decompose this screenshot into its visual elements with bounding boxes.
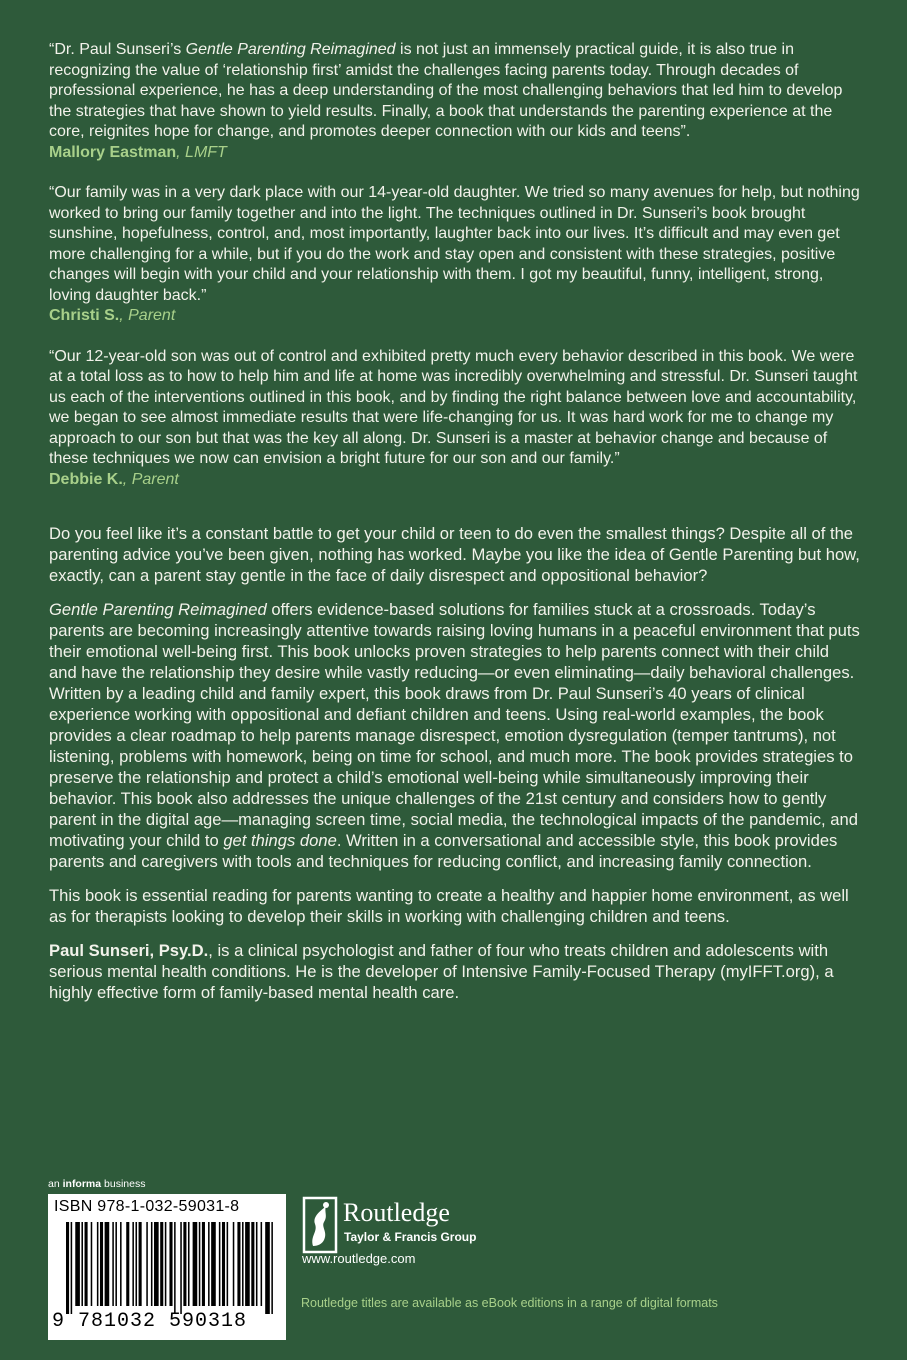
barcode-bar	[245, 1222, 250, 1306]
barcode-bar	[227, 1222, 229, 1306]
barcode-bar	[75, 1222, 80, 1306]
barcode-bar	[71, 1222, 73, 1314]
barcode-bar	[237, 1222, 240, 1306]
endorsement-text: “Our family was in a very dark place with our 14-year-old daughter. We tried so many avenues for help, but nothing worked to bring our family together and into the light. The techniques outlined in Dr. Sunseri’s book brought sunshine, hopefulness, control, and, most importantly, laughter back into our lives. It’s difficult and may even get more challenging for a while, but if you do the work and stay open and consistent with these strategies, positive changes will begin with your child and your relationship with them. I got my beautiful, funny, intelligent, strong, loving daughter back.”	[49, 184, 860, 304]
barcode-bar	[105, 1222, 110, 1306]
publisher-name: Routledge	[343, 1198, 450, 1227]
barcode-bar	[85, 1222, 88, 1306]
barcode-bar	[222, 1222, 225, 1306]
book-title-italic: Gentle Parenting Reimagined	[49, 600, 267, 619]
barcode-bar	[112, 1222, 114, 1306]
barcode-bar	[97, 1222, 99, 1306]
barcode-bar	[188, 1222, 190, 1306]
barcode-bar	[146, 1222, 148, 1306]
barcode-bar	[139, 1222, 142, 1306]
endorsement-quote	[49, 40, 861, 163]
informa-business-tag: an informa business	[48, 1178, 146, 1190]
barcode-bar	[81, 1222, 83, 1306]
publisher-url[interactable]: www.routledge.com	[302, 1251, 416, 1266]
barcode-bar	[271, 1222, 273, 1314]
barcode-bar	[219, 1222, 221, 1306]
barcode-bar	[180, 1222, 182, 1314]
barcode-bar	[132, 1222, 134, 1306]
author-bio: Paul Sunseri, Psy.D., is a clinical psychologist and father of four who treats children and adolescents with serious mental health conditions. He is the developer of Intensive Family-Focused Therapy (myIFFT.org), a highly effective form of family-based mental health care.	[49, 941, 834, 1002]
endorsement-quote	[49, 347, 861, 491]
barcode-bar	[169, 1222, 172, 1306]
book-title-italic: Gentle Parenting Reimagined	[185, 41, 396, 58]
description-paragraph: This book is essential reading for parents wanting to create a healthy and happier home environment, as well as for therapists looking to develop their skills in working with challenging children and teens.	[49, 886, 849, 926]
barcode-bar	[202, 1222, 205, 1306]
barcode-bar	[120, 1222, 122, 1306]
isbn-label: ISBN 978-1-032-59031-8	[54, 1198, 240, 1215]
barcode-bar	[151, 1222, 153, 1306]
barcode-graphic	[66, 1222, 276, 1314]
barcode-bar	[199, 1222, 201, 1306]
endorsement-attribution: Debbie K., Parent	[49, 470, 179, 488]
description-paragraph: Gentle Parenting Reimagined offers evidence-based solutions for families stuck at a crossroads. Today’s parents are becoming increasingly attentive towards raising loving humans in a peaceful environment that puts their emotional well-being first. This book unlocks proven strategies to help parents connect with their child and have the relationship they desire while vastly reducing—or even eliminating—daily behavioral challenges. Written by a leading child and family expert, this book draws from Dr. Paul Sunseri’s 40 years of clinical experience working with oppositional and defiant children and teens. Using real-world examples, the book provides a clear roadmap to help parents manage disrespect, emotion dysregulation (temper tantrums), not listening, problems with homework, being on time for school, and much more. The book provides strategies to preserve the relationship and protect a child’s emotional well-being while simultaneously improving their behavior. This book also addresses the unique challenges of the 21st century and considers how to gently parent in the digital age—managing screen time, social media, the technological impacts of the pandemic, and motivating your child to get things done. Written in a conversational and accessible style, this book provides parents and caregivers with tools and techniques for reducing conflict, and increasing family connection.	[49, 600, 860, 871]
barcode-bar	[66, 1222, 69, 1314]
barcode-bar	[251, 1222, 254, 1306]
barcode-bar	[126, 1222, 129, 1306]
publisher-group: Taylor & Francis Group	[344, 1230, 477, 1244]
barcode-bar	[242, 1222, 244, 1306]
barcode-bar	[233, 1222, 235, 1306]
endorsement-attribution: Christi S., Parent	[49, 307, 176, 324]
barcode-bar	[193, 1222, 198, 1306]
barcode-bar	[91, 1222, 93, 1306]
author-name: Paul Sunseri, Psy.D.	[49, 941, 209, 960]
ebook-note: Routledge titles are available as eBook editions in a range of digital formats	[301, 1296, 718, 1310]
barcode-digits: 9 781032 590318	[52, 1310, 248, 1333]
routledge-logo-icon	[302, 1196, 338, 1254]
isbn-barcode-box	[48, 1194, 286, 1340]
barcode-bar	[154, 1222, 159, 1306]
barcode-bar	[174, 1222, 176, 1314]
endorsement-text: “Our 12-year-old son was out of control and exhibited pretty much every behavior described in this book. We were at a total loss as to how to help him and life at home was incredibly overwhelming and stressful. Dr. Sunseri taught us each of the interventions outlined in this book, and by finding the right balance between love and accountability, we began to see almost immediate results that were life-changing for us. It was hard work for me to change my approach to our son but that was the key all along. Dr. Sunseri is a master at behavior change and because of these techniques we now can envision a bright future for our son and our family.”	[49, 347, 858, 467]
barcode-bar	[261, 1222, 263, 1306]
description-paragraph: Do you feel like it’s a constant battle to get your child or teen to do even the smallest things? Despite all of the parenting advice you’ve been given, nothing has worked. Maybe you like the idea of Gentle Parenting but how, exactly, can a parent stay gentle in the face of daily disrespect and oppositional behavior?	[49, 524, 860, 585]
barcode-bar	[256, 1222, 258, 1306]
back-cover-content	[49, 40, 861, 1016]
barcode-bar	[265, 1222, 270, 1314]
barcode-bar	[165, 1222, 167, 1306]
barcode-bar	[135, 1222, 137, 1306]
barcode-bar	[208, 1222, 210, 1306]
barcode-bar	[100, 1222, 103, 1306]
endorsement-text: “Dr. Paul Sunseri’s Gentle Parenting Reimagined is not just an immensely practical guide, it is also true in recognizing the value of ‘relationship first’ amidst the challenges facing parents today. Through decades of professional experience, he has a deep understanding of the most challenging behaviors that led him to develop the strategies that have shown to yield results. Finally, a book that understands the parenting experience at the core, reignites hope for change, and promotes deeper connection with our kids and teens”.	[49, 41, 843, 140]
endorsement-quote	[49, 183, 861, 327]
barcode-bar	[183, 1222, 186, 1306]
barcode-bar	[160, 1222, 163, 1306]
barcode-bar	[115, 1222, 117, 1306]
barcode-bar	[211, 1222, 216, 1306]
endorsement-attribution: Mallory Eastman, LMFT	[49, 143, 227, 161]
